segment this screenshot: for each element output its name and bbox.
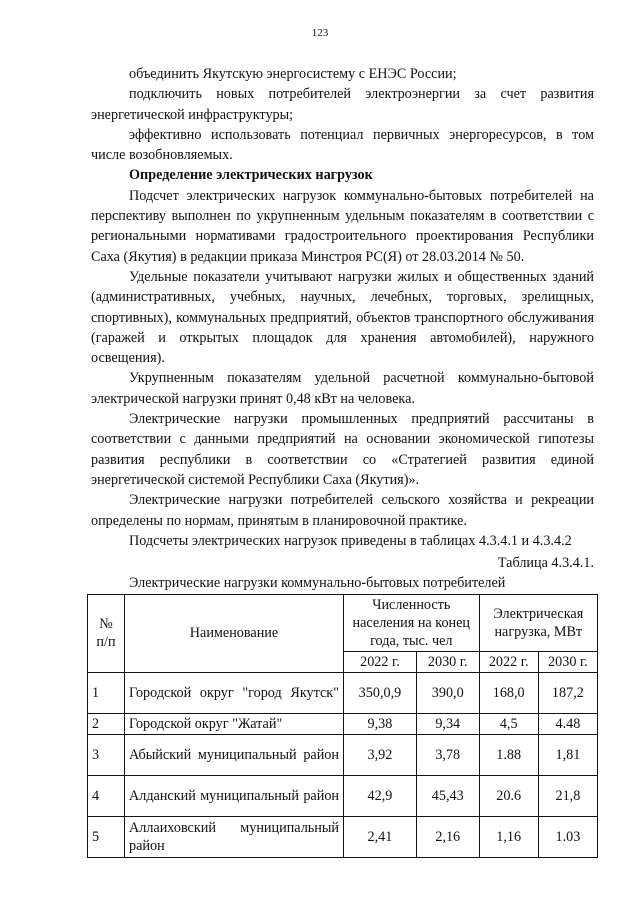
header-pop-2022: 2022 г. <box>344 651 417 672</box>
cell-name: Абыйский муниципальный район <box>125 734 344 775</box>
header-load-2030: 2030 г. <box>538 651 597 672</box>
paragraph: объединить Якутскую энергосистему с ЕНЭС России; <box>129 66 457 82</box>
loads-table <box>87 594 598 858</box>
cell-load-2030: 21,8 <box>538 775 597 816</box>
cell-load-2030: 4.48 <box>538 713 597 734</box>
header-load-2022: 2022 г. <box>479 651 538 672</box>
table-row <box>88 816 598 857</box>
cell-name: Алданский муниципальный район <box>125 775 344 816</box>
paragraph: Подсчеты электрических нагрузок приведены в таблицах 4.3.4.1 и 4.3.4.2 <box>129 532 572 549</box>
cell-load-2022: 20.6 <box>479 775 538 816</box>
cell-name: Городской округ "город Якутск" <box>125 672 344 713</box>
document-body <box>91 64 594 858</box>
cell-pop-2022: 42,9 <box>344 775 417 816</box>
cell-pop-2022: 9,38 <box>344 713 417 734</box>
section-heading: Определение электрических нагрузок <box>129 167 373 184</box>
table-row <box>88 734 598 775</box>
paragraph: подключить новых потребителей электроэнергии за счет развития энергетической инфраструктуры; <box>91 86 594 123</box>
table-row <box>88 713 598 734</box>
cell-num: 5 <box>88 816 125 857</box>
cell-num: 2 <box>88 713 125 734</box>
header-num: № п/п <box>88 594 125 672</box>
table-row <box>88 672 598 713</box>
cell-pop-2022: 2,41 <box>344 816 417 857</box>
paragraph: Подсчет электрических нагрузок коммунально-бытовых потребителей на перспективу выполнен по укрупненным удельным показателям в соответствии с региональными нормативами градостроительного проектирования Республики Саха (Якутия) в редакции приказа Минстроя РС(Я) от 28.03.2014 № 50. <box>91 187 594 265</box>
table-row <box>88 775 598 816</box>
cell-load-2022: 4,5 <box>479 713 538 734</box>
cell-load-2022: 168,0 <box>479 672 538 713</box>
paragraph: Электрические нагрузки промышленных предприятий рассчитаны в соответствии с данными предприятий на основании экономической гипотезы развития республики в соответствии со «Стратегией развития единой энергетической системой Республики Саха (Якутия)». <box>91 411 594 488</box>
paragraph: Укрупненным показателям удельной расчетной коммунально-бытовой электрической нагрузки принят 0,48 кВт на человека. <box>91 370 594 407</box>
cell-num: 4 <box>88 775 125 816</box>
cell-load-2030: 1.03 <box>538 816 597 857</box>
cell-pop-2030: 3,78 <box>416 734 479 775</box>
cell-pop-2022: 3,92 <box>344 734 417 775</box>
cell-name: Аллаиховский муниципальный район <box>125 816 344 857</box>
header-population: Численность населения на конец года, тыс. чел <box>344 594 480 651</box>
cell-name: Городской округ "Жатай" <box>125 713 344 734</box>
cell-pop-2030: 9,34 <box>416 713 479 734</box>
header-pop-2030: 2030 г. <box>416 651 479 672</box>
cell-pop-2030: 390,0 <box>416 672 479 713</box>
cell-pop-2022: 350,0,9 <box>344 672 417 713</box>
header-name: Наименование <box>125 594 344 672</box>
header-load: Электрическая нагрузка, МВт <box>479 594 597 651</box>
cell-load-2022: 1,16 <box>479 816 538 857</box>
cell-load-2022: 1.88 <box>479 734 538 775</box>
cell-pop-2030: 45,43 <box>416 775 479 816</box>
cell-load-2030: 1,81 <box>538 734 597 775</box>
cell-num: 3 <box>88 734 125 775</box>
page-number: 123 <box>311 27 329 39</box>
table-header-row <box>88 594 598 651</box>
paragraph: Электрические нагрузки потребителей сельского хозяйства и рекреации определены по нормам, принятым в планировочной практике. <box>91 492 594 529</box>
paragraph: Удельные показатели учитывают нагрузки жилых и общественных зданий (административных, учебных, научных, лечебных, торговых, зрелищных, спортивных), коммунальных предприятий, объектов транспортного обслуживания (гаражей и открытых площадок для хранения автомобилей), наружного освещения). <box>91 268 594 367</box>
table-caption: Электрические нагрузки коммунально-бытовых потребителей <box>129 575 506 592</box>
cell-load-2030: 187,2 <box>538 672 597 713</box>
cell-pop-2030: 2,16 <box>416 816 479 857</box>
paragraph: эффективно использовать потенциал первичных энергоресурсов, в том числе возобновляемых. <box>91 126 594 164</box>
table-number: Таблица 4.3.4.1. <box>497 555 594 572</box>
cell-num: 1 <box>88 672 125 713</box>
